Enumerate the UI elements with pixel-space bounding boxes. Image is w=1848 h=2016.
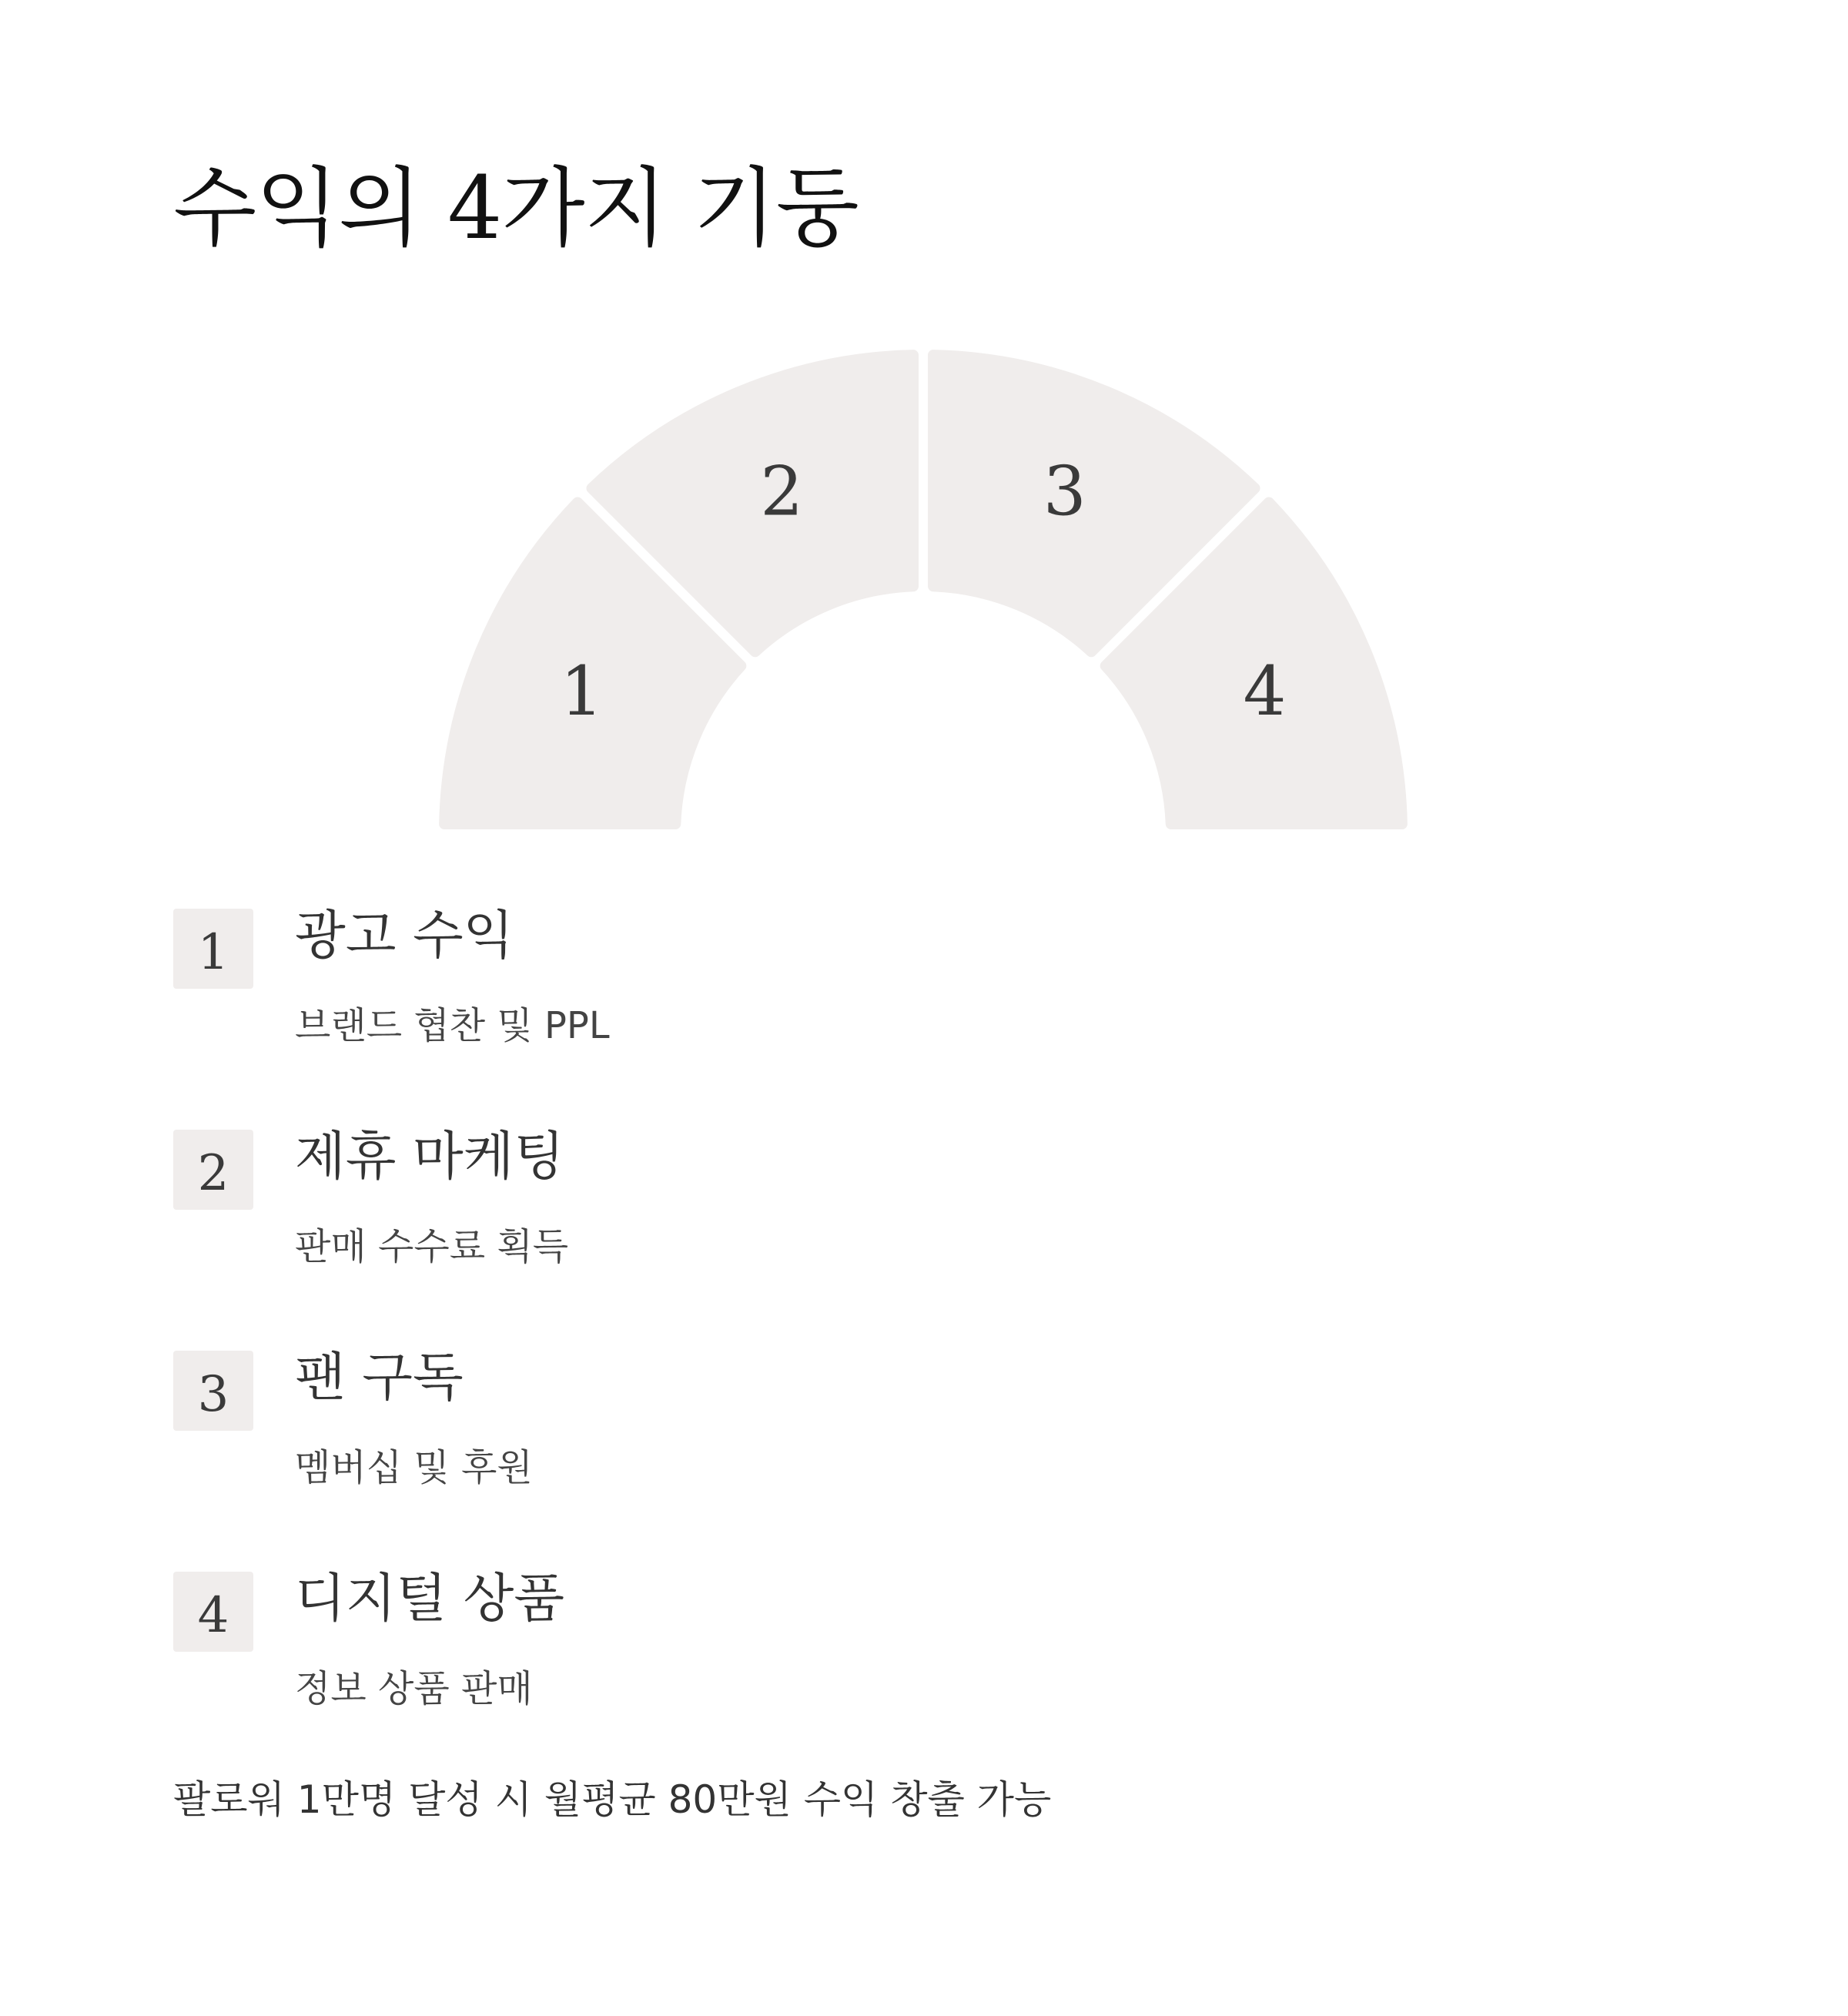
pillar-list bbox=[173, 906, 1713, 1793]
pillar-item-affiliate-marketing bbox=[173, 1127, 1713, 1351]
pillar-description: 판매 수수료 획득 bbox=[295, 1225, 569, 1268]
pillar-description: 멤버십 및 후원 bbox=[295, 1446, 533, 1489]
pillar-number-badge: 4 bbox=[173, 1572, 253, 1652]
arch-segment-label: 4 bbox=[1243, 651, 1287, 732]
footnote: 팔로워 1만명 달성 시 월평균 80만원 수익 창출 가능 bbox=[173, 1777, 1052, 1822]
pillar-item-digital-products bbox=[173, 1569, 1713, 1793]
arch-segment-label: 1 bbox=[560, 651, 604, 732]
pillar-title: 디지털 상품 bbox=[295, 1569, 565, 1629]
pillar-number-badge: 2 bbox=[173, 1130, 253, 1210]
pillar-title: 제휴 마케팅 bbox=[295, 1127, 565, 1187]
arch-segment-label: 2 bbox=[760, 451, 804, 531]
page-title: 수익의 4가지 기둥 bbox=[173, 159, 859, 259]
pillar-number-badge: 1 bbox=[173, 909, 253, 989]
pillar-item-fan-subscription bbox=[173, 1348, 1713, 1572]
pillar-description: 정보 상품 판매 bbox=[295, 1667, 533, 1710]
pillar-title: 팬 구독 bbox=[295, 1348, 464, 1408]
pillar-number-badge: 3 bbox=[173, 1351, 253, 1431]
pillar-title: 광고 수익 bbox=[295, 906, 514, 966]
arch-segment-label: 3 bbox=[1043, 451, 1086, 531]
pillar-description: 브랜드 협찬 및 PPL bbox=[295, 1004, 610, 1047]
arch-diagram bbox=[0, 0, 1848, 862]
pillar-item-ad-revenue bbox=[173, 906, 1713, 1130]
